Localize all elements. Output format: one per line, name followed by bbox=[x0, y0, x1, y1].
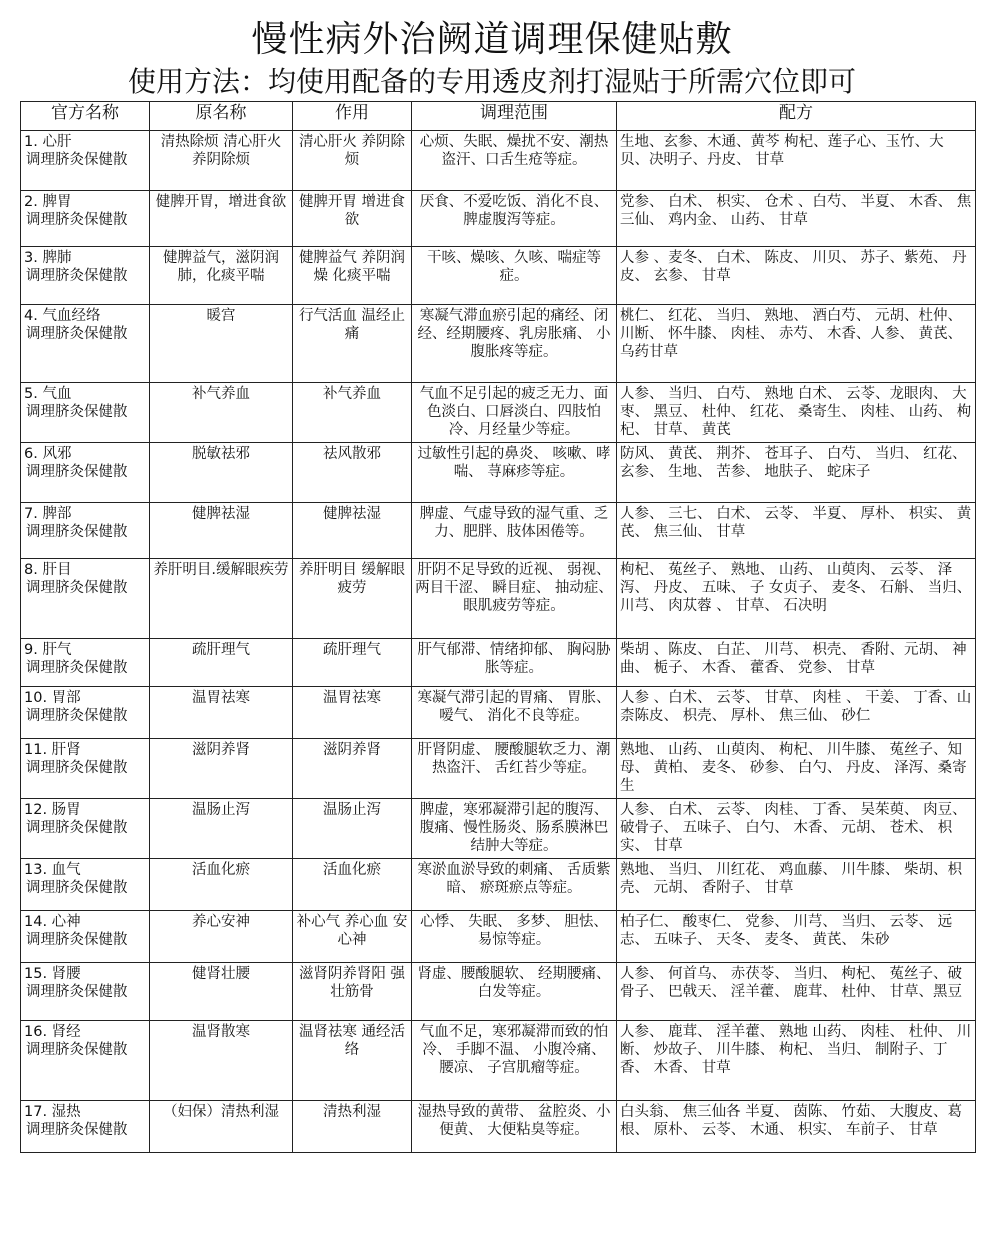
cell-formula: 防风、 黄芪、 荆芥、 苍耳子、 白芍、 当归、 红花、玄参、 生地、 苦参、 地肤子、 蛇床子 bbox=[617, 443, 976, 503]
cell-official-name bbox=[21, 963, 150, 1021]
cell-official-name bbox=[21, 383, 150, 443]
cell-effect: 温肠止泻 bbox=[293, 799, 412, 859]
cell-effect: 行气活血 温经止痛 bbox=[293, 305, 412, 383]
cell-formula: 人参 、白术、 云苓、 甘草、 肉桂 、 干姜、 丁香、山柰陈皮、 枳壳、 厚朴、 焦三仙、 砂仁 bbox=[617, 687, 976, 739]
table-row bbox=[21, 1021, 976, 1101]
table-row bbox=[21, 639, 976, 687]
cell-official-name bbox=[21, 503, 150, 559]
cell-effect: 滋肾阴养肾阳 强壮筋骨 bbox=[293, 963, 412, 1021]
cell-official-name bbox=[21, 1021, 150, 1101]
cell-original-name: 温胃祛寒 bbox=[150, 687, 293, 739]
cell-official-name bbox=[21, 911, 150, 963]
cell-official-name bbox=[21, 191, 150, 247]
page-subtitle: 使用方法：均使用配备的专用透皮剂打湿贴于所需穴位即可 bbox=[127, 65, 856, 98]
cell-official-name bbox=[21, 1101, 150, 1153]
cell-official-name bbox=[21, 443, 150, 503]
official-name-number: 6. 风邪 bbox=[24, 446, 72, 462]
cell-original-name: 疏肝理气 bbox=[150, 639, 293, 687]
header-official-name: 官方名称 bbox=[21, 102, 150, 131]
cell-original-name: 滋阴养肾 bbox=[150, 739, 293, 799]
cell-scope: 肝阴不足导致的近视、 弱视、 两目干涩、 瞬目症、 抽动症、 眼肌疲劳等症。 bbox=[412, 559, 617, 639]
cell-formula: 党参、 白术、 枳实、 仓术 、白芍、 半夏、 木香、 焦三仙、 鸡内金、 山药、 甘草 bbox=[617, 191, 976, 247]
cell-scope: 干咳、燥咳、久咳、喘症等症。 bbox=[412, 247, 617, 305]
table-row bbox=[21, 739, 976, 799]
cell-formula: 柏子仁、 酸枣仁、 党参、 川芎、 当归、 云苓、 远志、 五味子、 天冬、 麦冬、 黄芪、 朱砂 bbox=[617, 911, 976, 963]
official-name-label: 调理脐灸保健散 bbox=[26, 580, 128, 596]
cell-scope: 过敏性引起的鼻炎、 咳嗽、哮喘、 荨麻疹等症。 bbox=[412, 443, 617, 503]
table-row bbox=[21, 503, 976, 559]
table-row bbox=[21, 687, 976, 739]
cell-formula: 熟地、 山药、 山萸肉、 枸杞、 川牛膝、 菟丝子、知母、 黄柏、 麦冬、 砂参、 白勺、 丹皮、 泽泻、桑寄生 bbox=[617, 739, 976, 799]
cell-formula: 人参、 三七、 白术、 云苓、 半夏、 厚朴、 枳实、 黄芪、 焦三仙、 甘草 bbox=[617, 503, 976, 559]
official-name-number: 2. 脾胃 bbox=[24, 194, 72, 210]
table-row bbox=[21, 911, 976, 963]
table-body bbox=[21, 131, 976, 1153]
cell-original-name: 活血化瘀 bbox=[150, 859, 293, 911]
cell-original-name: 脱敏祛邪 bbox=[150, 443, 293, 503]
cell-formula: 人参、 当归、 白芍、 熟地 白术、 云苓、龙眼肉、 大枣、 黑豆、 杜仲、 红花、 桑寄生、 肉桂、 山药、 枸杞、 甘草、 黄芪 bbox=[617, 383, 976, 443]
official-name-number: 5. 气血 bbox=[24, 386, 72, 402]
table-row bbox=[21, 191, 976, 247]
cell-scope: 寒淤血淤导致的刺痛、 舌质紫暗、 瘀斑瘀点等症。 bbox=[412, 859, 617, 911]
cell-scope: 肝气郁滞、情绪抑郁、 胸闷胁胀等症。 bbox=[412, 639, 617, 687]
cell-original-name: 清热除烦 清心肝火 养阴除烦 bbox=[150, 131, 293, 191]
cell-original-name: 暖宫 bbox=[150, 305, 293, 383]
official-name-label: 调理脐灸保健散 bbox=[26, 1122, 128, 1138]
cell-scope: 脾虚、气虚导致的湿气重、乏力、肥胖、肢体困倦等。 bbox=[412, 503, 617, 559]
cell-scope: 心悸、 失眠、 多梦、 胆怯、易惊等症。 bbox=[412, 911, 617, 963]
official-name-number: 8. 肝目 bbox=[24, 562, 72, 578]
cell-scope: 湿热导致的黄带、 盆腔炎、小便黄、 大便粘臭等症。 bbox=[412, 1101, 617, 1153]
cell-scope: 肾虚、腰酸腿软、 经期腰痛、 白发等症。 bbox=[412, 963, 617, 1021]
table-row bbox=[21, 963, 976, 1021]
official-name-label: 调理脐灸保健散 bbox=[26, 152, 128, 168]
official-name-label: 调理脐灸保健散 bbox=[26, 820, 128, 836]
official-name-number: 3. 脾肺 bbox=[24, 250, 72, 266]
table-row bbox=[21, 305, 976, 383]
table-row bbox=[21, 247, 976, 305]
table-row bbox=[21, 859, 976, 911]
cell-scope: 寒凝气滞血瘀引起的痛经、闭经、经期腰疼、乳房胀痛、 小腹胀疼等症。 bbox=[412, 305, 617, 383]
table-header-row bbox=[21, 102, 976, 131]
official-name-number: 15. 肾腰 bbox=[24, 966, 81, 982]
cell-effect: 健脾开胃 增进食欲 bbox=[293, 191, 412, 247]
cell-formula: 人参 、麦冬、 白术、 陈皮、 川贝、 苏子、紫苑、 丹皮、 玄参、 甘草 bbox=[617, 247, 976, 305]
cell-effect: 滋阴养肾 bbox=[293, 739, 412, 799]
formula-table bbox=[20, 101, 976, 1153]
cell-effect: 祛风散邪 bbox=[293, 443, 412, 503]
header-scope: 调理范围 bbox=[412, 102, 617, 131]
cell-effect: 温肾祛寒 通经活络 bbox=[293, 1021, 412, 1101]
cell-formula: 生地、玄参、木通、黄芩 枸杞、莲子心、玉竹、大贝、决明子、丹皮、 甘草 bbox=[617, 131, 976, 191]
official-name-label: 调理脐灸保健散 bbox=[26, 660, 128, 676]
cell-official-name bbox=[21, 247, 150, 305]
cell-scope: 气血不足，寒邪凝滞而致的怕冷、 手脚不温、 小腹冷痛、 腰凉、 子宫肌瘤等症。 bbox=[412, 1021, 617, 1101]
official-name-label: 调理脐灸保健散 bbox=[26, 760, 128, 776]
cell-scope: 气血不足引起的疲乏无力、面色淡白、口唇淡白、四肢怕冷、月经量少等症。 bbox=[412, 383, 617, 443]
cell-original-name: 健脾益气，滋阴润肺，化痰平喘 bbox=[150, 247, 293, 305]
cell-formula: 人参、 鹿茸、 淫羊藿、 熟地 山药、 肉桂、 杜仲、 川断、 炒故子、 川牛膝、 枸杞、 当归、 制附子、丁香、 木香、 甘草 bbox=[617, 1021, 976, 1101]
official-name-number: 12. 肠胃 bbox=[24, 802, 81, 818]
header-effect: 作用 bbox=[293, 102, 412, 131]
cell-effect: 健脾益气 养阴润燥 化痰平喘 bbox=[293, 247, 412, 305]
official-name-number: 17. 湿热 bbox=[24, 1104, 81, 1120]
cell-effect: 清热利湿 bbox=[293, 1101, 412, 1153]
cell-effect: 补心气 养心血 安心神 bbox=[293, 911, 412, 963]
cell-official-name bbox=[21, 859, 150, 911]
cell-scope: 寒凝气滞引起的胃痛、 胃胀、 嗳气、 消化不良等症。 bbox=[412, 687, 617, 739]
table-row bbox=[21, 1101, 976, 1153]
cell-formula: 人参、 何首乌、 赤茯苓、 当归、 枸杞、 菟丝子、破骨子、 巴戟天、 淫羊藿、 鹿茸、 杜仲、 甘草、黑豆 bbox=[617, 963, 976, 1021]
cell-original-name: 健肾壮腰 bbox=[150, 963, 293, 1021]
header-formula: 配方 bbox=[617, 102, 976, 131]
cell-original-name: 温肠止泻 bbox=[150, 799, 293, 859]
cell-effect: 补气养血 bbox=[293, 383, 412, 443]
official-name-label: 调理脐灸保健散 bbox=[26, 268, 128, 284]
official-name-label: 调理脐灸保健散 bbox=[26, 1042, 128, 1058]
table-row bbox=[21, 799, 976, 859]
official-name-number: 1. 心肝 bbox=[24, 134, 72, 150]
official-name-label: 调理脐灸保健散 bbox=[26, 212, 128, 228]
cell-original-name: 养肝明目.缓解眼疾劳 bbox=[150, 559, 293, 639]
official-name-number: 4. 气血经络 bbox=[24, 308, 101, 324]
official-name-number: 16. 肾经 bbox=[24, 1024, 81, 1040]
official-name-number: 11. 肝肾 bbox=[24, 742, 81, 758]
cell-effect: 活血化瘀 bbox=[293, 859, 412, 911]
official-name-number: 10. 胃部 bbox=[24, 690, 81, 706]
cell-scope: 厌食、不爱吃饭、消化不良、脾虚腹泻等症。 bbox=[412, 191, 617, 247]
cell-official-name bbox=[21, 305, 150, 383]
official-name-label: 调理脐灸保健散 bbox=[26, 880, 128, 896]
table-row bbox=[21, 131, 976, 191]
table-row bbox=[21, 559, 976, 639]
official-name-label: 调理脐灸保健散 bbox=[26, 524, 128, 540]
cell-effect: 健脾祛湿 bbox=[293, 503, 412, 559]
cell-scope: 脾虚，寒邪凝滞引起的腹泻、腹痛、慢性肠炎、肠系膜淋巴结肿大等症。 bbox=[412, 799, 617, 859]
cell-formula: 枸杞、 菟丝子、 熟地、 山药、 山萸肉、 云苓、 泽泻、 丹皮、 五味、 子 女贞子、 麦冬、 石斛、 当归、 川芎、 肉苁蓉 、 甘草、 石决明 bbox=[617, 559, 976, 639]
cell-official-name bbox=[21, 559, 150, 639]
cell-official-name bbox=[21, 687, 150, 739]
page-title: 慢性病外治阙道调理保健贴敷 bbox=[251, 19, 733, 60]
official-name-label: 调理脐灸保健散 bbox=[26, 932, 128, 948]
cell-original-name: 补气养血 bbox=[150, 383, 293, 443]
cell-formula: 桃仁、 红花、 当归、 熟地、 酒白芍、 元胡、杜仲、 川断、 怀牛膝、 肉桂、 赤芍、 木香、人参、 黄芪、 乌药甘草 bbox=[617, 305, 976, 383]
cell-official-name bbox=[21, 739, 150, 799]
cell-effect: 清心肝火 养阴除烦 bbox=[293, 131, 412, 191]
table-row bbox=[21, 383, 976, 443]
cell-formula: 熟地、 当归、 川红花、 鸡血藤、 川牛膝、 柴胡、枳壳、 元胡、 香附子、 甘草 bbox=[617, 859, 976, 911]
official-name-label: 调理脐灸保健散 bbox=[26, 464, 128, 480]
cell-official-name bbox=[21, 131, 150, 191]
table-row bbox=[21, 443, 976, 503]
cell-original-name: 温肾散寒 bbox=[150, 1021, 293, 1101]
header-original-name: 原名称 bbox=[150, 102, 293, 131]
cell-effect: 温胃祛寒 bbox=[293, 687, 412, 739]
official-name-number: 9. 肝气 bbox=[24, 642, 72, 658]
cell-formula: 人参、 白术、 云苓、 肉桂、 丁香、 吴茱萸、 肉豆、 破骨子、 五味子、 白勺、 木香、 元胡、 苍术、 枳实、 甘草 bbox=[617, 799, 976, 859]
official-name-number: 7. 脾部 bbox=[24, 506, 72, 522]
cell-scope: 心烦、失眠、燥扰不安、潮热盗汗、口舌生疮等症。 bbox=[412, 131, 617, 191]
cell-original-name: 健脾开胃，增进食欲 bbox=[150, 191, 293, 247]
cell-formula: 柴胡 、陈皮、 白芷、 川芎、 枳壳、 香附、元胡、 神曲、 栀子、 木香、 藿香、 党参、 甘草 bbox=[617, 639, 976, 687]
official-name-label: 调理脐灸保健散 bbox=[26, 326, 128, 342]
cell-official-name bbox=[21, 799, 150, 859]
cell-effect: 疏肝理气 bbox=[293, 639, 412, 687]
cell-original-name: 健脾祛湿 bbox=[150, 503, 293, 559]
cell-effect: 养肝明目 缓解眼疲劳 bbox=[293, 559, 412, 639]
cell-original-name: 养心安神 bbox=[150, 911, 293, 963]
cell-scope: 肝肾阴虚、 腰酸腿软乏力、潮热盗汗、 舌红苔少等症。 bbox=[412, 739, 617, 799]
official-name-number: 14. 心神 bbox=[24, 914, 81, 930]
cell-original-name: （妇保）清热利湿 bbox=[150, 1101, 293, 1153]
official-name-label: 调理脐灸保健散 bbox=[26, 404, 128, 420]
official-name-label: 调理脐灸保健散 bbox=[26, 708, 128, 724]
cell-official-name bbox=[21, 639, 150, 687]
cell-formula: 白头翁、 焦三仙各 半夏、 茵陈、 竹茹、 大腹皮、葛根、 原朴、 云苓、 木通、 枳实、 车前子、 甘草 bbox=[617, 1101, 976, 1153]
official-name-number: 13. 血气 bbox=[24, 862, 81, 878]
official-name-label: 调理脐灸保健散 bbox=[26, 984, 128, 1000]
